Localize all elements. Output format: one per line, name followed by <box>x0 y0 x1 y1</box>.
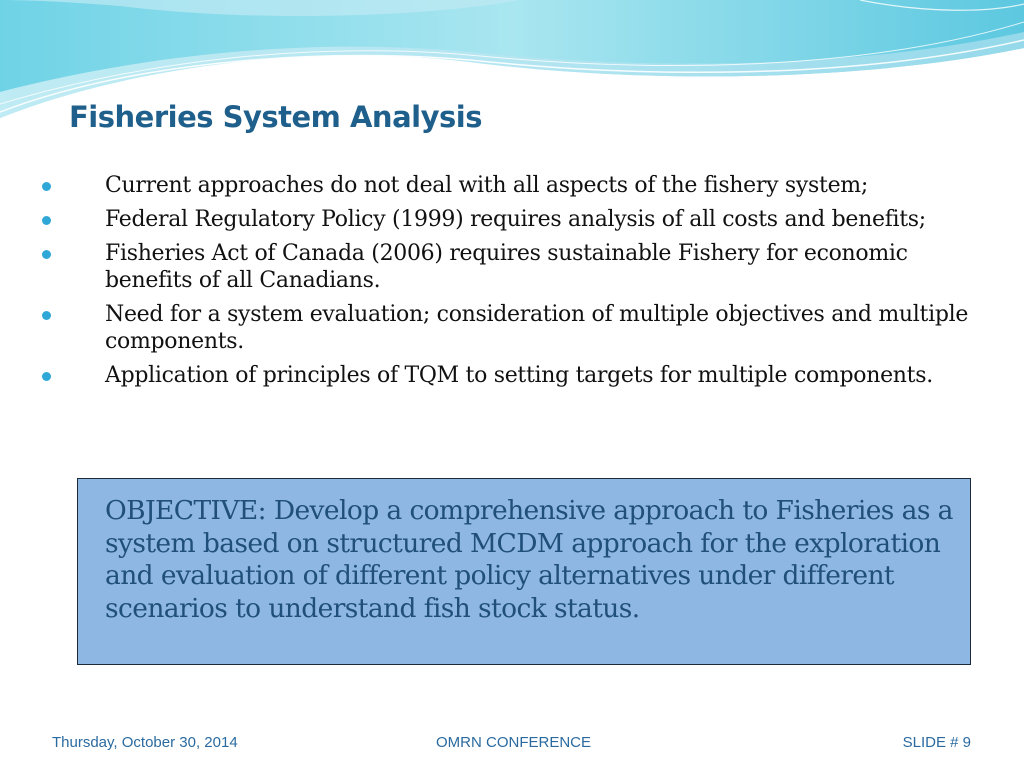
bullet-text: Fisheries Act of Canada (2006) requires sustainable Fishery for economic benefits of all Canadians. <box>105 241 908 293</box>
bullet-item <box>40 240 980 294</box>
bullet-text: Application of principles of TQM to setting targets for multiple components. <box>105 363 933 388</box>
footer-slide-number: SLIDE # 9 <box>902 734 971 751</box>
bullet-list <box>40 172 980 396</box>
objective-text: OBJECTIVE: Develop a comprehensive approach to Fisheries as a system based on structured MCDM approach for the exploration and evaluation of different policy alternatives under different scenarios to understand fish stock status. <box>105 495 953 624</box>
bullet-dot-icon <box>42 182 51 191</box>
footer-date: Thursday, October 30, 2014 <box>52 734 238 751</box>
footer-conference: OMRN CONFERENCE <box>436 734 592 751</box>
bullet-text: Federal Regulatory Policy (1999) requires analysis of all costs and benefits; <box>105 207 926 232</box>
bullet-dot-icon <box>42 372 51 381</box>
slide-title: Fisheries System Analysis <box>69 100 482 134</box>
objective-box <box>77 478 971 665</box>
bullet-item <box>40 362 980 389</box>
bullet-item <box>40 172 980 199</box>
bullet-item <box>40 301 980 355</box>
bullet-text: Need for a system evaluation; consideration of multiple objectives and multiple components. <box>105 302 969 354</box>
bullet-text: Current approaches do not deal with all aspects of the fishery system; <box>105 173 868 198</box>
bullet-dot-icon <box>42 311 51 320</box>
bullet-dot-icon <box>42 216 51 225</box>
bullet-dot-icon <box>42 250 51 259</box>
bullet-item <box>40 206 980 233</box>
